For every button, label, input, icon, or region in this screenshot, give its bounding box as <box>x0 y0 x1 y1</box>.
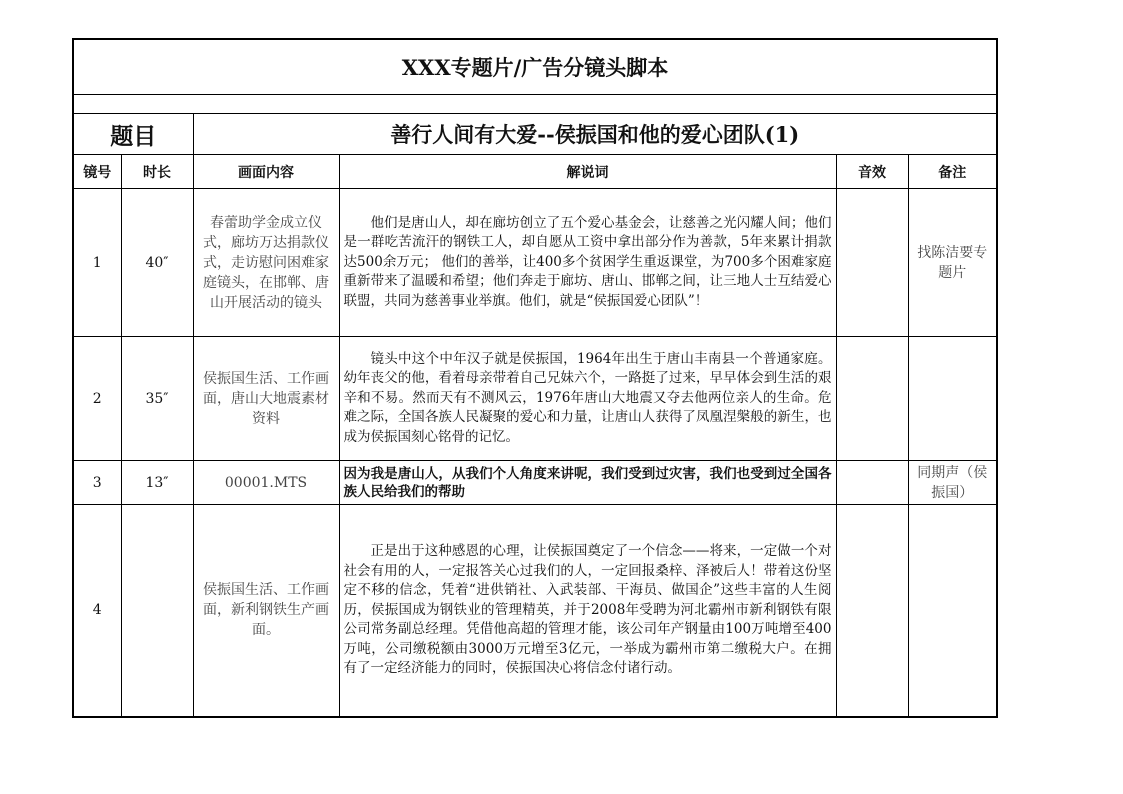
table-row <box>73 505 997 717</box>
table-row <box>73 461 997 505</box>
shot-notes: 同期声（侯振国） <box>908 461 997 505</box>
header-duration: 时长 <box>121 155 193 189</box>
shot-duration: 35″ <box>121 337 193 461</box>
header-narration: 解说词 <box>339 155 836 189</box>
scene-description: 00001.MTS <box>193 461 339 505</box>
shot-number: 4 <box>73 505 121 717</box>
scene-description: 春蕾助学金成立仪式，廊坊万达捐款仪式，走访慰问困难家庭镜头，在邯郸、唐山开展活动的镜头 <box>193 189 339 337</box>
narration-text: 镜头中这个中年汉子就是侯振国，1964年出生于唐山丰南县一个普通家庭。幼年丧父的他，看着母亲带着自己兄妹六个，一路挺了过来，早早体会到生活的艰辛和不易。然而天有不测风云，1976年唐山大地震又夺去他两位亲人的生命。危难之际，全国各族人民凝聚的爱心和力量，让唐山人获得了凤凰涅槃般的新生，也成为侯振国刻心铭骨的记忆。 <box>343 350 832 445</box>
sound-effect <box>836 505 908 717</box>
header-shot: 镜号 <box>73 155 121 189</box>
narration-text: 因为我是唐山人，从我们个人角度来讲呢，我们受到过灾害，我们也受到过全国各族人民给我们的帮助 <box>339 461 836 505</box>
header-row <box>73 155 997 189</box>
table-row <box>73 189 997 337</box>
narration-text: 他们是唐山人，却在廊坊创立了五个爱心基金会，让慈善之光闪耀人间；他们是一群吃苦流汗的钢铁工人，却自愿从工资中拿出部分作为善款，5年来累计捐款达500余万元； 他们的善举，让400多个贫困学生重返课堂，为700多个困难家庭重新带来了温暖和希望；他们奔走于廊坊、唐山、邯郸之间，让三地人士互结爱心联盟，共同为慈善事业举旗。他们，就是“侯振国爱心团队”！ <box>343 214 832 309</box>
scene-description: 侯振国生活、工作画面，新利钢铁生产画面。 <box>193 505 339 717</box>
shot-notes <box>908 337 997 461</box>
sound-effect <box>836 337 908 461</box>
blank-row <box>73 95 997 114</box>
shot-duration <box>121 505 193 717</box>
topic-title: 善行人间有大爱--侯振国和他的爱心团队(1) <box>193 114 997 155</box>
scene-description: 侯振国生活、工作画面，唐山大地震素材资料 <box>193 337 339 461</box>
shot-duration: 40″ <box>121 189 193 337</box>
shot-duration: 13″ <box>121 461 193 505</box>
document-title: XXX专题片/广告分镜头脚本 <box>73 39 997 95</box>
sound-effect <box>836 461 908 505</box>
shot-number: 2 <box>73 337 121 461</box>
shot-number: 1 <box>73 189 121 337</box>
header-scene: 画面内容 <box>193 155 339 189</box>
header-notes: 备注 <box>908 155 997 189</box>
shot-notes <box>908 505 997 717</box>
sound-effect <box>836 189 908 337</box>
table-row <box>73 337 997 461</box>
shot-notes: 找陈洁要专题片 <box>908 189 997 337</box>
shot-number: 3 <box>73 461 121 505</box>
narration-cell <box>339 505 836 717</box>
topic-label: 题目 <box>73 114 193 155</box>
header-sound: 音效 <box>836 155 908 189</box>
narration-cell <box>339 337 836 461</box>
narration-cell <box>339 189 836 337</box>
storyboard-table <box>72 38 998 718</box>
narration-text: 正是出于这种感恩的心理，让侯振国奠定了一个信念——将来，一定做一个对社会有用的人，一定报答关心过我们的人，一定回报桑梓、泽被后人！带着这份坚定不移的信念，凭着“进供销社、入武装部、干海员、做国企”这些丰富的人生阅历，侯振国成为钢铁业的管理精英，并于2008年受聘为河北霸州市新利钢铁有限公司常务副总经理。凭借他高超的管理才能，该公司年产钢量由100万吨增至400万吨，公司缴税额由3000万元增至3亿元，一举成为霸州市第二缴税大户。在拥有了一定经济能力的同时，侯振国决心将信念付诸行动。 <box>343 543 832 676</box>
